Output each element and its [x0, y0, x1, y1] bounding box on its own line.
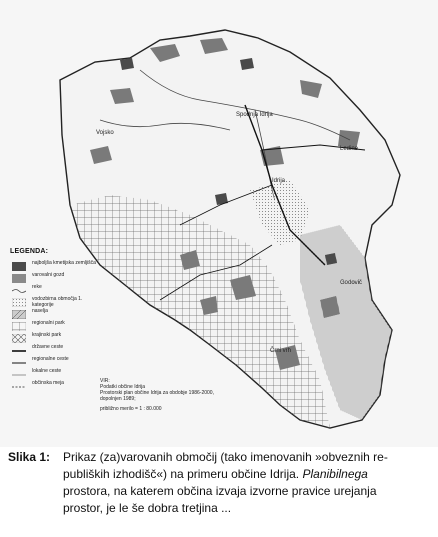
legend-label: reke [32, 284, 42, 290]
info-line: Podatki občine Idrija [100, 384, 146, 390]
legend-item [10, 380, 106, 394]
legend-label: krajinski park [32, 332, 62, 338]
legend-symbol-icon [12, 262, 26, 271]
legend-label: vodozbirna območja 1. kategorije [32, 296, 83, 308]
legend-label: državne ceste [32, 344, 64, 350]
caption-line: prostora, na katerem občina izvaja izvorne pravice urejanja [63, 484, 377, 498]
caption-line: Prikaz (za)varovanih območij (tako imenovanih »obveznih re- [63, 450, 388, 464]
legend-label: regionalni park [32, 320, 65, 326]
caption-number: Slika 1: [8, 450, 51, 464]
map-scale: približno merilo = 1 : 80.000 [100, 406, 162, 412]
caption-text [63, 449, 432, 517]
legend-symbol-icon [12, 334, 26, 343]
info-line: Prostorski plan občine Idrija za obdobje 1986-2000, [100, 390, 214, 396]
legend-symbol-icon [12, 274, 26, 283]
legend-label: najboljša kmetijska zemljišča [32, 260, 96, 266]
caption-line: publiških izhodišč«) na primeru občine Idrija. Planibilnega [63, 467, 368, 481]
legend-label: naselja [32, 308, 48, 314]
legend-symbol-icon [12, 298, 26, 307]
place-label: Idrija [272, 178, 286, 184]
place-label: Vojsko [96, 130, 114, 136]
legend-symbol-icon [12, 382, 26, 391]
legend-symbol-icon [12, 310, 26, 319]
map-info-box [100, 378, 250, 423]
legend-symbol-icon [12, 346, 26, 355]
caption-italic: Planibilnega [302, 467, 368, 481]
legend-symbol-icon [12, 358, 26, 367]
legend-label: varovalni gozd [32, 272, 65, 278]
legend-symbol-icon [12, 286, 26, 295]
legend-label: lokalne ceste [32, 368, 62, 374]
legend-label: regionalne ceste [32, 356, 69, 362]
legend-symbol-icon [12, 322, 26, 331]
legend-label: občinska meja [32, 380, 64, 386]
place-label: Spodnja Idrija [236, 112, 273, 118]
place-label: Ledine [340, 146, 359, 152]
info-label: VIR: [100, 378, 110, 384]
legend-symbol-icon [12, 370, 26, 379]
info-line: dopolnjen 1989; [100, 396, 136, 402]
legend-title: LEGENDA: [10, 248, 49, 255]
caption-line: prostor, je le še dobra tretjina ... [63, 501, 232, 515]
place-label: Črni vrh [270, 348, 292, 354]
place-label: Godovič [340, 280, 363, 286]
